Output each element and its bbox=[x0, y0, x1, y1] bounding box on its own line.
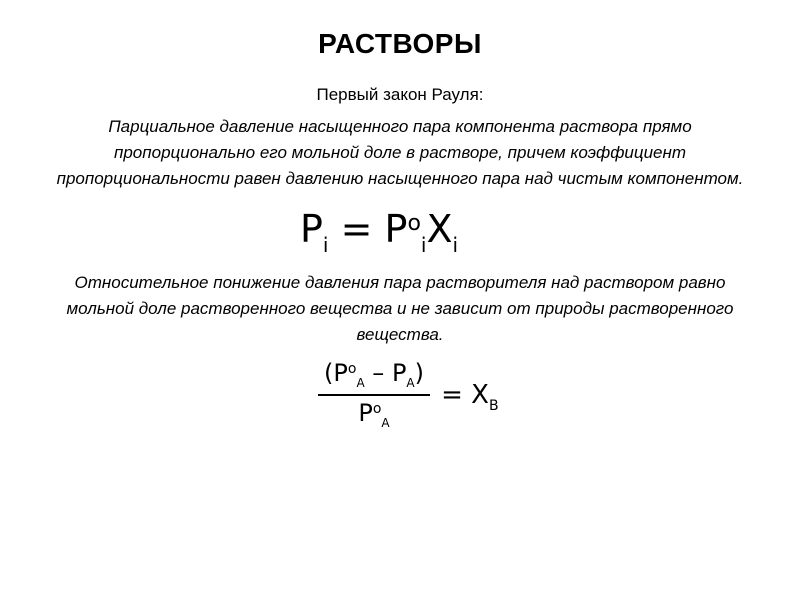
formula1-lhs-sub: i bbox=[322, 233, 329, 257]
subtitle: Первый закон Рауля: bbox=[316, 85, 484, 104]
formula1-degree: o bbox=[407, 211, 421, 236]
formula2-rhs bbox=[441, 380, 499, 414]
formula2-minus: – bbox=[372, 359, 385, 387]
paragraph-relative-lowering: Относительное понижение давления пара растворителя над раствором равно мольной доле растворенного вещества и не зависит от природы растворенного вещества. bbox=[66, 273, 734, 344]
formula2-open-paren: ( bbox=[324, 359, 334, 387]
formula-relative-lowering bbox=[318, 358, 499, 432]
formula2-close-paren: ) bbox=[414, 359, 425, 387]
formula1-x-sub: i bbox=[452, 233, 459, 257]
formula2-den-sub: A bbox=[381, 416, 390, 430]
formula2-x-sub: B bbox=[488, 398, 499, 414]
formula2-p0: P bbox=[333, 359, 348, 387]
formula1-p-sub: i bbox=[420, 233, 427, 257]
fraction-numerator bbox=[318, 358, 430, 392]
slide-title: РАСТВОРЫ bbox=[318, 28, 482, 59]
formula1-equals: = bbox=[340, 207, 373, 251]
formula2-p0-sub: A bbox=[356, 376, 365, 390]
formula2-p-sub: A bbox=[406, 376, 415, 390]
formula1-p: P bbox=[384, 207, 408, 251]
formula1-lhs: P bbox=[300, 207, 323, 251]
paragraph-raoult-law: Парциальное давление насыщенного пара компонента раствора прямо пропорционально его мольной доле в растворе, причем коэффициент пропорциональности равен давлению насыщенного пара над чистым компонентом. bbox=[56, 117, 744, 188]
fraction-denominator bbox=[318, 398, 430, 432]
formula-raoult bbox=[300, 207, 458, 258]
formula2-equals: = bbox=[441, 380, 463, 410]
formula2-x: X bbox=[471, 380, 489, 410]
formula1-x: X bbox=[426, 207, 453, 251]
formula2-den-p: P bbox=[358, 399, 373, 427]
formula2-den-degree: o bbox=[372, 401, 382, 417]
fraction bbox=[318, 358, 430, 432]
formula2-degree: o bbox=[347, 361, 357, 377]
fraction-bar bbox=[318, 394, 430, 396]
formula2-p: P bbox=[391, 359, 407, 387]
